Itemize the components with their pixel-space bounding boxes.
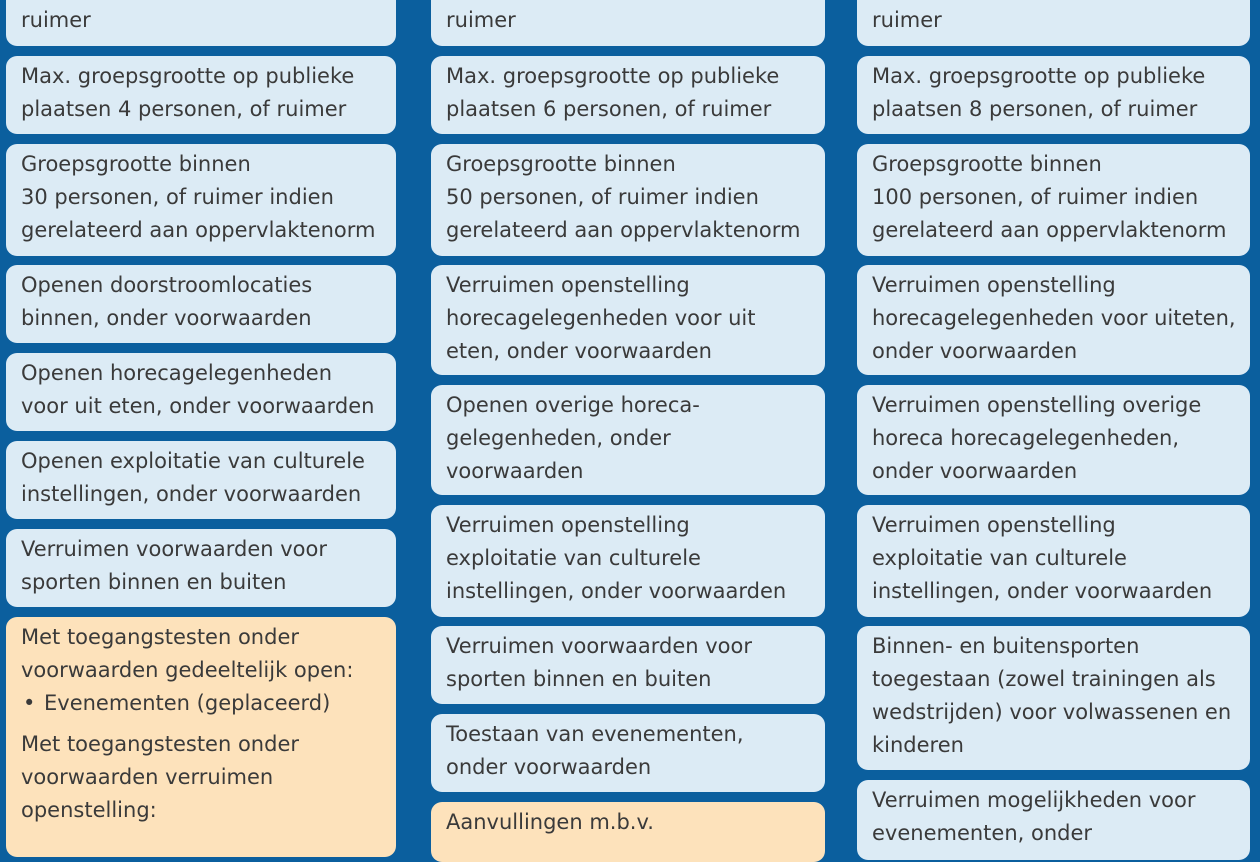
measure-card bbox=[431, 626, 825, 704]
access-test-list bbox=[21, 687, 382, 720]
measure-text: Openen horecagelegenheden voor uit eten, onder voorwaarden bbox=[21, 361, 375, 418]
measure-text: ruimer bbox=[872, 8, 942, 32]
measure-text: Groepsgrootte binnen 50 personen, of ruimer indien gerelateerd aan oppervlaktenorm bbox=[446, 152, 801, 242]
measure-text: Toestaan van evenementen, onder voorwaarden bbox=[446, 722, 744, 779]
measure-text: Openen exploitatie van culturele instellingen, onder voorwaarden bbox=[21, 449, 365, 506]
measure-text: Verruimen openstelling overige horeca horecagelegenheden, onder voorwaarden bbox=[872, 393, 1202, 483]
measure-card bbox=[857, 385, 1250, 495]
measure-text: Verruimen mogelijkheden voor evenementen, onder bbox=[872, 788, 1196, 845]
measure-card bbox=[6, 0, 396, 46]
measure-text: Openen doorstroomlocaties binnen, onder voorwaarden bbox=[21, 273, 313, 330]
measure-card bbox=[857, 56, 1250, 134]
measure-card bbox=[6, 265, 396, 343]
measure-card bbox=[6, 56, 396, 134]
measure-text: Max. groepsgrootte op publieke plaatsen 8 personen, of ruimer bbox=[872, 64, 1206, 121]
measure-card bbox=[431, 714, 825, 792]
measure-card bbox=[857, 505, 1250, 617]
measure-text: Verruimen openstelling horecagelegenheden voor uiteten, onder voorwaarden bbox=[872, 273, 1236, 363]
list-item: • Evenementen (geplaceerd) bbox=[21, 687, 382, 720]
measure-text: Verruimen voorwaarden voor sporten binnen en buiten bbox=[21, 537, 327, 594]
access-test-intro: Met toegangstesten onder voorwaarden gedeeltelijk open: bbox=[21, 625, 354, 682]
measure-card bbox=[431, 385, 825, 495]
measure-text: Verruimen openstelling exploitatie van culturele instellingen, onder voorwaarden bbox=[446, 513, 787, 603]
measure-text: Max. groepsgrootte op publieke plaatsen 6 personen, of ruimer bbox=[446, 64, 780, 121]
measure-card bbox=[431, 505, 825, 617]
measure-card bbox=[431, 56, 825, 134]
measure-text: Verruimen openstelling horecagelegenheden voor uit eten, onder voorwaarden bbox=[446, 273, 756, 363]
measure-text: Binnen- en buitensporten toegestaan (zowel trainingen als wedstrijden) voor volwassenen en kinderen bbox=[872, 634, 1232, 757]
measure-text: Verruimen voorwaarden voor sporten binnen en buiten bbox=[446, 634, 752, 691]
access-test-outro: Met toegangstesten onder voorwaarden verruimen openstelling: bbox=[21, 732, 300, 822]
measure-text: Openen overige horeca- gelegenheden, onder voorwaarden bbox=[446, 393, 700, 483]
column-stage-1 bbox=[6, 0, 396, 840]
measure-card bbox=[857, 780, 1250, 860]
measure-card bbox=[857, 0, 1250, 46]
measure-text: Max. groepsgrootte op publieke plaatsen 4 personen, of ruimer bbox=[21, 64, 355, 121]
measure-card bbox=[6, 441, 396, 519]
column-stage-3 bbox=[857, 0, 1250, 845]
measure-card bbox=[431, 265, 825, 375]
measure-card bbox=[857, 265, 1250, 375]
measure-card bbox=[431, 0, 825, 46]
measure-text: ruimer bbox=[21, 8, 91, 32]
measure-text: Aanvullingen m.b.v. bbox=[446, 810, 654, 834]
measure-card bbox=[431, 144, 825, 256]
measure-card bbox=[6, 144, 396, 256]
measure-card bbox=[6, 529, 396, 607]
column-stage-2 bbox=[431, 0, 825, 840]
access-test-card bbox=[6, 617, 396, 857]
measure-text: ruimer bbox=[446, 8, 516, 32]
measure-text: Verruimen openstelling exploitatie van culturele instellingen, onder voorwaarden bbox=[872, 513, 1213, 603]
measure-card bbox=[857, 144, 1250, 256]
measure-text: Groepsgrootte binnen 100 personen, of ruimer indien gerelateerd aan oppervlaktenorm bbox=[872, 152, 1227, 242]
access-test-card bbox=[431, 802, 825, 862]
measure-text: Groepsgrootte binnen 30 personen, of ruimer indien gerelateerd aan oppervlaktenorm bbox=[21, 152, 376, 242]
measure-card bbox=[857, 626, 1250, 770]
measure-card bbox=[6, 353, 396, 431]
